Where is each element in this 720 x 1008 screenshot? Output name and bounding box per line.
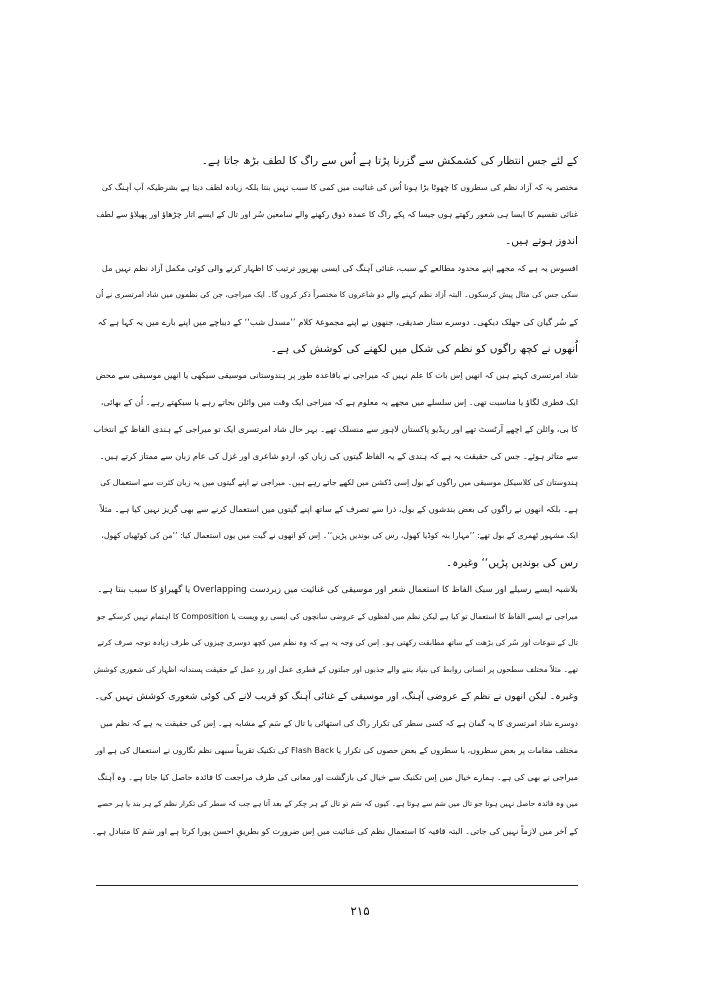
- text-line: کے لئے جس انتظار کی کشمکش سے گزرنا پڑتا ہے اُس سے راگ کا لطف بڑھ جاتا ہے۔: [201, 155, 578, 167]
- body-text: [92, 148, 578, 845]
- text-line: میں وہ فائدہ حاصل نہیں ہوتا جو تال میں سَم سے ہوتا ہے۔ کیوں کہ سَم تو تال کے ہر چکر کے بعد آتا ہے جب کہ سطر کی تکرار نظم کے ہر بند یا ہر حصے: [97, 799, 578, 809]
- paragraph: [92, 711, 578, 845]
- text-line: میراجی نے بھی کی ہے۔ ہمارے خیال میں اِس تکنیک سے خیال کی بازگشت اور معانی کی طرف مراجعت کا فائدہ حاصل کیا جاتا ہے۔ وہ آہنگ: [97, 772, 578, 783]
- text-line: کا بی، وائلن کے اچھے آرٹسٹ تھے اور ریڈیو پاکستان لاہور سے منسلک تھے۔ بہر حال شاد امرتسری ایک تو میراجی کے ہندی الفاظ کے انتخاب: [93, 423, 578, 434]
- paragraph: [92, 148, 578, 175]
- page-number: ۲۱۵: [350, 904, 370, 918]
- text-line: مختلف مقامات پر بعض سطروں، یا سطروں کے بعض حصوں کی تکرار یا Flash Back کی تکنیک تقریباً سبھی نظم نگاروں نے استعمال کی ہے اور: [95, 745, 578, 755]
- text-line: میراجی نے ایسے الفاظ کا استعمال تو کیا ہے لیکن نظم میں لفظوں کے عروضی سانچوں کی ایسی رو ویست یا Composition کا اہتمام نہیں کرسکے جو: [97, 611, 578, 621]
- text-line: ہندوستان کی کلاسیکل موسیقی میں راگوں کے بول اِسی ڈکشن میں لکھے جاتے رہے ہیں۔ میراجی نے اپنے گیتوں میں یہ زبان کثرت سے استعمال کی: [100, 477, 578, 487]
- text-line: تھے۔ مثلاً مختلف سطحوں پر انسانی روابط کی بنیاد بننے والے جذبوں اور جبلتوں کے فطری عمل اور ردِ عمل کے حقیقت پسندانہ اظہار کی شعوری کوشش: [93, 665, 578, 675]
- text-line: شاد امرتسری کہتے ہیں کہ انھیں اِس بات کا علم نہیں کہ میراجی نے باقاعدہ طور پر ہندوستانی موسیقی سیکھی یا انھیں موسیقی سے محض: [95, 370, 578, 381]
- text-line: بلاشبہ ایسے رسیلے اور سبک الفاظ کا استعمال شعر اور موسیقی کی غنائیت میں زبردست Overlapping یا گھیراؤ کا سبب بنتا ہے۔: [97, 584, 578, 595]
- paragraph: [92, 255, 578, 362]
- text-line: تال کے تنوعات اور سُر کی بڑھت کے ساتھ مطابقت رکھتی ہو۔ اِس کی وجہ یہ ہے کہ وہ نظم میں کچھ دوسری چیزوں کی طرف زیادہ توجہ صرف کرتے: [97, 638, 578, 648]
- text-line: غنائی تقسیم کا ایسا ہی شعور رکھتے ہوں جیسا کہ پکے راگ کا عمدہ ذوق رکھنے والے سامعین سُر اور تال کے ایسے اتار چڑھاؤ اور پھیلاؤ سے لطف: [96, 209, 578, 219]
- text-line: سے متاثر ہوئے۔ جس کی حقیقت یہ ہے کہ ہندی کے یہ الفاظ گیتوں کی زبان کو، اردو شاعری اور غزل کی عام زبان سے ممتاز کرتے ہیں۔: [99, 450, 578, 461]
- text-line: افسوس یہ ہے کہ مجھے اپنے محدود مطالعے کے سبب، غنائی آہنگ کی ایسی بھرپور ترتیب کا اظہار کرنے والی کوئی مکمل آزاد نظم نہیں مل: [101, 263, 578, 274]
- text-line: ایک فطری لگاؤ یا مناسبت تھی۔ اِس سلسلے میں مجھے یہ معلوم ہے کہ میراجی ایک وقت میں وائلن بجاتے رہے یا سیکھتے رہے۔ اُن کے بھائی،: [100, 397, 578, 408]
- footer-rule: [96, 885, 578, 886]
- text-line: دوسرے شاد امرتسری کا یہ گمان ہے کہ کسی سطر کی تکرار راگ کی استھائی یا تال کے سَم کے مشابہ ہے۔ اِس کی حقیقت یہ ہے کہ نظم میں: [100, 718, 578, 728]
- text-line: وغیرہ۔ لیکن انھوں نے نظم کے عروضی آہنگ، اور موسیقی کے غنائی آہنگ کو قریب لانے کی کوئی شعوری کوشش نہیں کی۔: [94, 690, 578, 702]
- paragraph: [92, 175, 578, 255]
- paragraph: [92, 577, 578, 711]
- text-line: ہے۔ بلکہ انھوں نے راگوں کی بعض بندشوں کے بول، ذرا سے تصرف کے ساتھ اپنے گیتوں میں استعمال کرنے سے بھی گریز نہیں کیا ہے۔ مثلاً: [99, 504, 578, 515]
- text-line: کے آخر میں لازماً نہیں کی جاتی۔ البتہ قافیہ کا استعمال نظم کی غنائیت میں اِس ضرورت کو بطریقِ احسن پورا کرتا ہے اور سَم کا متبادل ہے۔: [92, 825, 578, 836]
- text-line: اُنھوں نے کچھ راگوں کو نظم کی شکل میں لکھنے کی کوشش کی ہے۔: [270, 342, 578, 355]
- text-line: سکی جس کی مثال پیش کرسکوں۔ البتہ آزاد نظم کہنے والے دو شاعروں کا مختصراً ذکر کروں گا۔ ایک میراجی، جن کی نظموں میں شاد امرتسری نے اُن: [95, 289, 578, 299]
- text-line: رس کی بوندیں پڑیں‘‘ وغیرہ۔: [446, 556, 578, 569]
- text-line: مختصر یہ کہ آزاد نظم کی سطروں کا چھوٹا بڑا ہونا اُس کی غنائیت میں کمی کا سبب نہیں بنتا بلکہ زیادہ لطف دیتا ہے بشرطیکہ آپ آہنگ کی: [101, 182, 578, 192]
- text-line: ایک مشہور ٹھمری کے بول تھے: ’’مہارا بنہ کوڈیا کھول، رس کی بوندیں پڑیں‘‘۔ اِس کو انھوں نے گیت میں یوں استعمال کیا: ’’من کی کوٹھیاں کھول،: [101, 531, 578, 541]
- paragraph: [92, 362, 578, 576]
- text-line: اندوز ہوتے ہیں۔: [505, 235, 578, 248]
- text-line: کے سُر گیان کی جھلک دیکھی۔ دوسرے ستار صدیقی، جنھوں نے اپنے مجموعۂ کلام ’’مسدل شب‘‘ کے دیباچے میں اپنے بارے میں یہ کہا ہے کہ: [97, 316, 578, 327]
